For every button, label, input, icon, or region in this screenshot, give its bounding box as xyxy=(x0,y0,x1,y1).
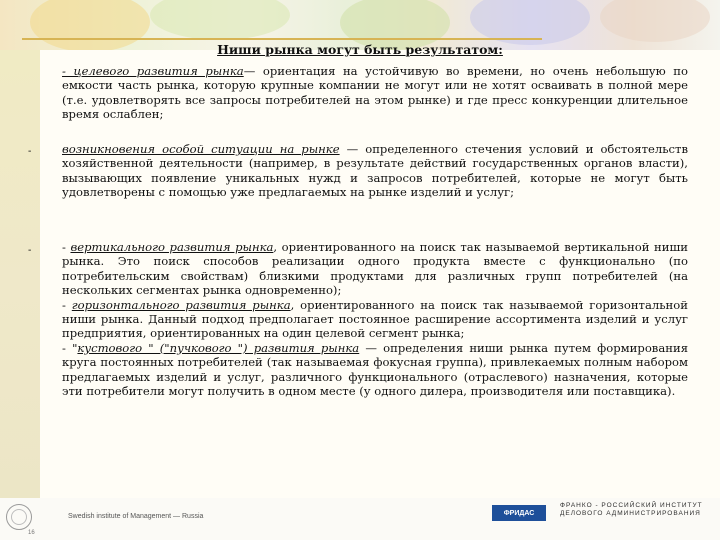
banner-decoration xyxy=(150,0,290,40)
paragraph-development-types xyxy=(62,240,688,398)
emphasis: - целевого развития рынка xyxy=(62,64,244,78)
emphasis: горизонтального развития рынка xyxy=(71,297,291,312)
sidebar-decoration xyxy=(0,50,40,512)
emphasis: вертикального развития рынка xyxy=(70,240,274,254)
bullet: - xyxy=(28,146,32,157)
paragraph-text: — ориентация на устойчивую во времени, но очень небольшую по емкости часть рынка, которую крупные компании не могут или не хотят осваивать в полной мере (т.е. удовлетворять все запросы потребителей на этом рынке) и где пресс конкуренции длительное время ослаблен; xyxy=(62,64,688,122)
footer-left-text: Swedish institute of Management — Russia xyxy=(68,513,204,520)
page-title: Ниши рынка могут быть результатом: xyxy=(217,42,503,57)
paragraph-text: — определения ниши рынка путем формирования круга постоянных потребителей (так называемая фокусная группа), привлекаемых полным набором предлагаемых изделий и услуг, различного функционального (отраслевого) назначения, которые эти потребители могут получить в одном месте (у одного дилера, производителя или поставщика). xyxy=(62,340,689,399)
paragraph-targeted-development xyxy=(62,64,688,122)
lead-dash: - " xyxy=(62,340,78,355)
paragraph-text: , ориентированного на поиск так называемой горизонтальной ниши рынка. Данный подход предполагает постоянное расширение ассортимента изделий и услуг предприятия, ориентированных на один целевой сегмент рынка; xyxy=(62,297,688,341)
page-number: 16 xyxy=(28,530,35,536)
lead-dash: - xyxy=(62,297,72,312)
emphasis: возникновения особой ситуации на рынке xyxy=(62,142,340,156)
paragraph-text: , ориентированного на поиск так называемой вертикальной ниши рынка. Это поиск способов реализации одного продукта вместе с функционально (по потребительским свойствам) близкими продуктами для различных групп потребителей (на нескольких сегментах рынка одновременно); xyxy=(62,240,688,298)
bullet: - xyxy=(28,245,32,256)
fridas-logo: ФРИДАС xyxy=(492,505,546,521)
institute-logo-inner xyxy=(11,509,27,525)
footer-right-text: ФРАНКО - РОССИЙСКИЙ ИНСТИТУТ ДЕЛОВОГО АДМИНИСТРИРОВАНИЯ xyxy=(560,502,703,517)
banner-decoration xyxy=(600,0,710,42)
lead-dash: - xyxy=(62,240,71,254)
emphasis: кустового " ("пучкового ") развития рынка xyxy=(77,340,360,355)
gold-divider xyxy=(22,38,542,40)
paragraph-text: — определенного стечения условий и обстоятельств хозяйственной деятельности (например, в результате действий государственных органов власти), вызывающих появление уникальных нужд и запросов потребителей, которые не могут быть удовлетворены с помощью уже предлагаемых на рынке изделий и услуг; xyxy=(62,142,688,200)
paragraph-special-situation xyxy=(62,142,688,200)
